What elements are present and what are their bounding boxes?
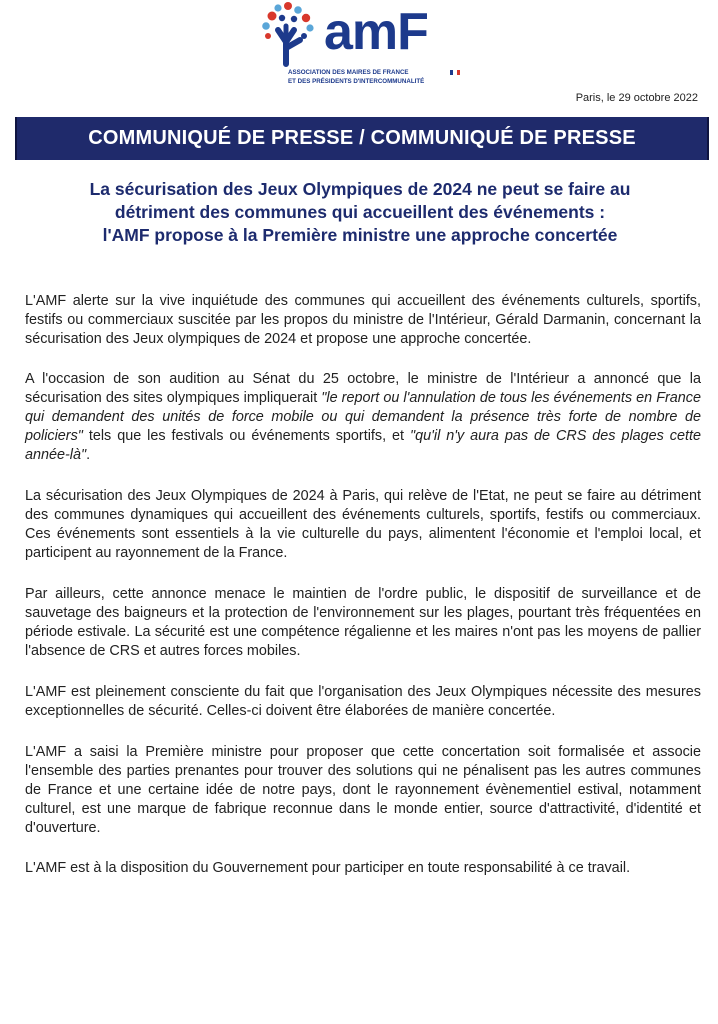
paragraph-2-quote-2: "qu'il n'y aura pas de CRS des plages cette année-là" — [25, 428, 702, 463]
body-text — [25, 292, 701, 898]
french-flag-icon — [450, 70, 460, 75]
press-release-banner — [15, 117, 709, 160]
banner-text: COMMUNIQUÉ DE PRESSE / COMMUNIQUÉ DE PRESSE — [88, 127, 636, 149]
paragraph-2-part-c: . — [86, 447, 91, 463]
paragraph-2-quote-1: "le report ou l'annulation de tous les événements en France qui demandent des unités de force mobile ou qui demandent la présence très forte de nombre de policiers" — [25, 390, 701, 444]
paragraph-6: L'AMF a saisi la Première ministre pour proposer que cette concertation soit formalisée et associe l'ensemble des parties prenantes pour trouver des solutions qui ne pénalisent pas les autres communes de France et une certaine idée de notre pays, dont le rayonnement évènementiel estival, notamment culturel, est une marque de fabrique reconnue dans le monde entier, source d'attractivité, d'identité et d'ouverture. — [25, 744, 701, 836]
tree-hand-icon — [258, 0, 328, 70]
logo-wordmark: amF — [324, 3, 428, 61]
paragraph-4: Par ailleurs, cette annonce menace le maintien de l'ordre public, le dispositif de surveillance et de sauvetage des baigneurs et la protection de l'environnement sur les plages, pourtant très fréquentées en période estivale. La sécurité est une compétence régalienne et les maires n'ont pas les moyens de pallier l'absence de CRS et autres forces mobiles. — [25, 586, 701, 659]
paragraph-2-part-a: A l'occasion de son audition au Sénat du 25 octobre, le ministre de l'Intérieur a annoncé que la sécurisation des sites olympiques impliquerait — [25, 371, 701, 406]
paragraph-1: L'AMF alerte sur la vive inquiétude des communes qui accueillent des événements culturels, sportifs, festifs ou commerciaux suscitée par les propos du ministre de l'Intérieur, Gérald Darmanin, concernant la sécurisation des Jeux olympiques de 2024 et propose une approche concertée. — [25, 293, 701, 347]
press-release-date: Paris, le 29 octobre 2022 — [575, 92, 698, 104]
title-line-1: La sécurisation des Jeux Olympiques de 2024 ne peut se faire au — [89, 179, 631, 199]
paragraph-7: L'AMF est à la disposition du Gouvernement pour participer en toute responsabilité à ce travail. — [25, 860, 631, 876]
paragraph-5: L'AMF est pleinement consciente du fait que l'organisation des Jeux Olympiques nécessite des mesures exceptionnelles de sécurité. Celles-ci doivent être élaborées de manière concertée. — [25, 684, 701, 719]
paragraph-2 — [25, 370, 701, 465]
document-title — [20, 178, 700, 247]
title-line-3: l'AMF propose à la Première ministre une approche concertée — [102, 225, 618, 245]
amf-logo — [258, 0, 464, 92]
logo-subtitle-line2: ET DES PRÉSIDENTS D'INTERCOMMUNALITÉ — [288, 78, 425, 85]
paragraph-3: La sécurisation des Jeux Olympiques de 2024 à Paris, qui relève de l'Etat, ne peut se faire au détriment des communes dynamiques qui accueillent des événements culturels, sportifs, festifs ou commerciaux. Ces événements sont essentiels à la vie culturelle du pays, alimentent l'économie et l'emploi local, et participent au rayonnement de la France. — [25, 488, 701, 561]
title-line-2: détriment des communes qui accueillent des événements : — [114, 202, 606, 222]
paragraph-2-part-b: tels que les festivals ou événements sportifs, et — [82, 428, 411, 444]
logo-subtitle-line1: ASSOCIATION DES MAIRES DE FRANCE — [288, 69, 409, 76]
